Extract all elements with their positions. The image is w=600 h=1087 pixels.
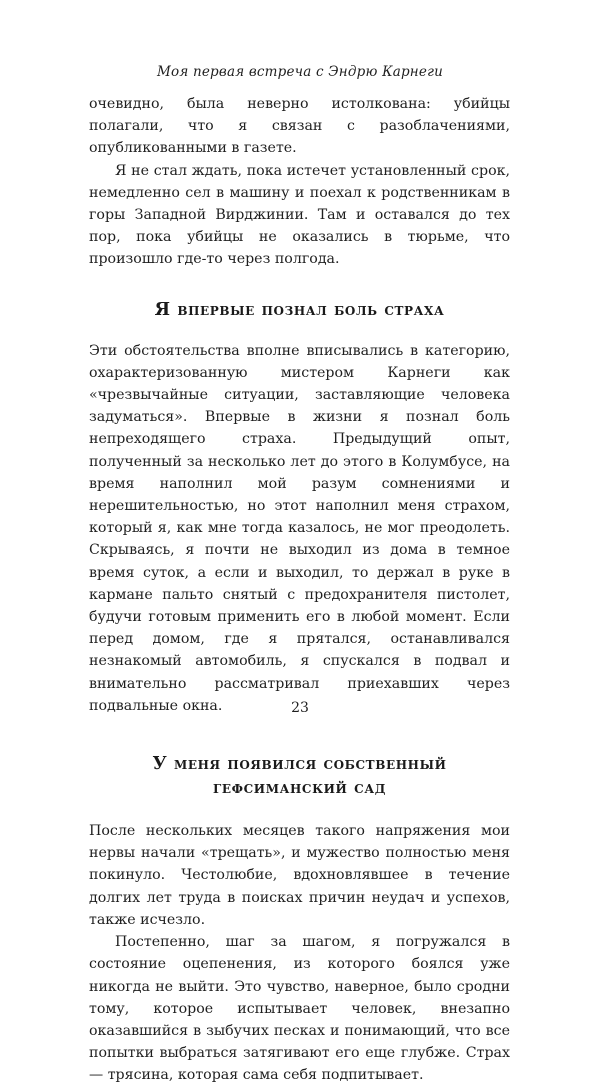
section-heading-fear: Я впервые познал боль страха xyxy=(154,299,445,320)
section-heading-gethsemane xyxy=(89,752,510,800)
paragraph: Постепенно, шаг за шагом, я погружался в состояние оцепенения, из которого боялся уже никогда не выйти. Это чувство, наверное, было сродни тому, которое испытывает человек, внезапно оказавшийся в зыбучих песках и понимающий, что все попытки выбраться затягивают его еще глубже. Страх — трясина, которая сама себя подпитывает. xyxy=(89,934,510,1084)
paragraph-continuation: очевидно, была неверно истолкована: убийцы полагали, что я связан с разоблачениями, опубликованными в газете. xyxy=(89,96,510,157)
paragraph: Я не стал ждать, пока истечет установленный срок, немедленно сел в машину и поехал к родственникам в горы Западной Вирджинии. Там и оставался до тех пор, пока убийцы не оказались в тюрьме, что произошло где-то через полгода. xyxy=(89,162,510,268)
paragraph: Эти обстоятельства вполне вписывались в категорию, охарактеризованную мистером Карнеги как «чрезвычайные ситуации, заставляющие человека задуматься». Впервые в жизни я познал боль непреходящего страха. Предыдущий опыт, полученный за несколько лет до этого в Колумбусе, на время наполнил мой разум сомнениями и нерешительностью, но этот наполнил меня страхом, который я, как мне тогда казалось, не мог преодолеть. Скрываясь, я почти не выходил из дома в темное время суток, а если и выходил, то держал в руке в кармане пальто снятый с предохранителя пистолет, будучи готовым применить его в любой момент. Если перед домом, где я прятался, останавливался незнакомый автомобиль, я спускался в подвал и внимательно рассматривал приехавших через подвальные окна. xyxy=(89,342,510,714)
running-head: Моя первая встреча с Эндрю Карнеги xyxy=(156,64,443,80)
paragraph: После нескольких месяцев такого напряжения мои нервы начали «трещать», и мужество полностью меня покинуло. Честолюбие, вдохновлявшее в течение долгих лет труда в поисках причин неудач и успехов, также исчезло. xyxy=(89,823,510,928)
page-body xyxy=(89,93,510,1087)
page-number: 23 xyxy=(291,700,309,716)
heading-line: У меня появился собственный xyxy=(152,754,447,775)
heading-line: гефсиманский сад xyxy=(213,778,386,799)
